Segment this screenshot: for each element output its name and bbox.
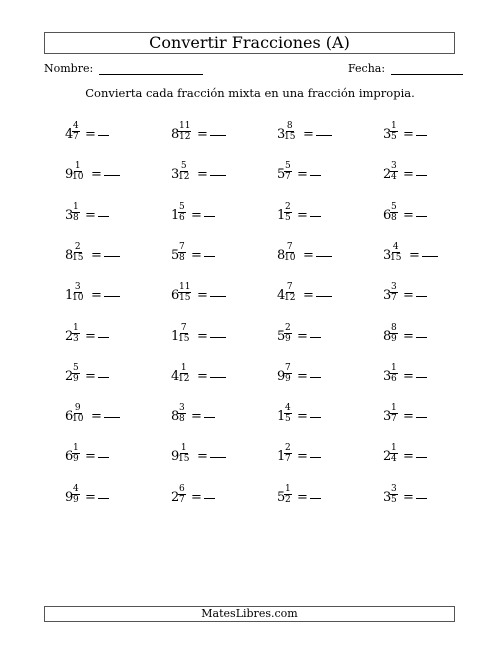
- denominator: 5: [391, 132, 397, 142]
- numerator: 2: [74, 241, 81, 252]
- answer-blank[interactable]: [104, 256, 120, 257]
- denominator: 8: [391, 212, 397, 223]
- answer-blank[interactable]: [210, 175, 226, 176]
- problem-item: [30, 323, 130, 347]
- answer-blank[interactable]: [316, 296, 332, 297]
- numerator: 11: [179, 282, 191, 293]
- fraction: [284, 323, 292, 344]
- fraction: [72, 121, 80, 142]
- fraction: [284, 202, 292, 223]
- whole-number: 2: [65, 328, 74, 344]
- problem-item: [242, 202, 342, 226]
- denominator: 9: [73, 454, 79, 465]
- fraction: [390, 161, 398, 182]
- denominator: 15: [178, 333, 190, 344]
- equals-sign: =: [403, 489, 414, 505]
- footer: MatesLibres.com: [44, 606, 455, 622]
- whole-number: 9: [65, 167, 74, 183]
- equals-sign: =: [197, 449, 208, 465]
- denominator: 15: [284, 132, 296, 142]
- answer-blank[interactable]: [310, 337, 321, 338]
- answer-blank[interactable]: [416, 417, 427, 418]
- numerator: 1: [74, 161, 81, 172]
- equals-sign: =: [85, 207, 96, 223]
- whole-number: 8: [383, 328, 392, 344]
- problem-item: [136, 363, 236, 387]
- numerator: 7: [180, 322, 187, 333]
- equals-sign: =: [403, 207, 414, 223]
- fraction: [178, 484, 186, 505]
- answer-blank[interactable]: [316, 135, 332, 136]
- problem-item: [242, 121, 342, 145]
- denominator: 4: [391, 454, 397, 465]
- equals-sign: =: [409, 247, 420, 263]
- problem-item: [136, 403, 236, 427]
- fraction: [390, 443, 398, 464]
- problem-item: [136, 443, 236, 467]
- numerator: 1: [73, 443, 79, 454]
- equals-sign: =: [303, 247, 314, 263]
- fraction: [390, 242, 401, 263]
- problem-item: [136, 242, 236, 266]
- whole-number: 5: [277, 489, 286, 505]
- answer-blank[interactable]: [98, 135, 109, 136]
- numerator: 3: [391, 483, 397, 494]
- numerator: 8: [286, 121, 293, 131]
- fraction: [284, 242, 295, 263]
- fraction: [390, 202, 398, 223]
- answer-blank[interactable]: [310, 417, 321, 418]
- denominator: 7: [73, 132, 79, 142]
- fraction: [178, 443, 189, 464]
- numerator: 3: [391, 161, 397, 172]
- fraction: [178, 121, 191, 142]
- whole-number: 3: [383, 489, 392, 505]
- denominator: 10: [72, 172, 84, 183]
- whole-number: 2: [171, 489, 180, 505]
- whole-number: 8: [171, 409, 180, 425]
- date-blank-line[interactable]: [391, 63, 463, 75]
- equals-sign: =: [197, 167, 208, 183]
- numerator: 1: [391, 403, 397, 414]
- problem-item: [348, 443, 448, 467]
- equals-sign: =: [403, 127, 414, 142]
- numerator: 1: [391, 362, 397, 373]
- answer-blank[interactable]: [204, 256, 215, 257]
- denominator: 5: [285, 414, 291, 425]
- answer-blank[interactable]: [204, 498, 215, 499]
- whole-number: 1: [277, 409, 286, 425]
- equals-sign: =: [85, 127, 96, 142]
- equals-sign: =: [91, 409, 102, 425]
- name-label: Nombre:: [44, 62, 94, 75]
- equals-sign: =: [91, 167, 102, 183]
- numerator: 3: [391, 282, 397, 293]
- numerator: 3: [179, 403, 185, 414]
- problem-item: [136, 323, 236, 347]
- whole-number: 6: [383, 207, 392, 223]
- whole-number: 3: [171, 167, 180, 183]
- numerator: 1: [180, 362, 187, 373]
- problem-item: [136, 484, 236, 508]
- fraction: [390, 363, 398, 384]
- answer-blank[interactable]: [210, 457, 226, 458]
- answer-blank[interactable]: [416, 135, 427, 136]
- answer-blank[interactable]: [210, 377, 226, 378]
- whole-number: 2: [65, 368, 74, 384]
- numerator: 7: [286, 241, 293, 252]
- denominator: 7: [285, 454, 291, 465]
- answer-blank[interactable]: [210, 296, 226, 297]
- denominator: 8: [73, 212, 79, 223]
- fraction: [72, 403, 83, 424]
- denominator: 15: [72, 252, 84, 263]
- problem-item: [242, 161, 342, 185]
- answer-blank[interactable]: [310, 457, 321, 458]
- numerator: 4: [285, 403, 291, 414]
- equals-sign: =: [297, 449, 308, 465]
- problem-item: [242, 403, 342, 427]
- denominator: 9: [285, 333, 291, 344]
- problem-item: [30, 282, 130, 306]
- answer-blank[interactable]: [310, 377, 321, 378]
- equals-sign: =: [403, 409, 414, 425]
- denominator: 15: [179, 293, 191, 304]
- problem-item: [30, 443, 130, 467]
- equals-sign: =: [197, 288, 208, 304]
- denominator: 15: [390, 252, 402, 263]
- problem-item: [348, 484, 448, 508]
- whole-number: 6: [65, 449, 74, 465]
- equals-sign: =: [85, 449, 96, 465]
- problem-item: [242, 242, 342, 266]
- numerator: 1: [180, 443, 187, 454]
- whole-number: 6: [65, 409, 74, 425]
- numerator: 5: [179, 201, 185, 212]
- whole-number: 3: [383, 368, 392, 384]
- problem-item: [348, 323, 448, 347]
- numerator: 7: [286, 282, 293, 293]
- equals-sign: =: [297, 409, 308, 425]
- whole-number: 9: [277, 368, 286, 384]
- answer-blank[interactable]: [98, 216, 109, 217]
- fraction: [390, 484, 398, 505]
- answer-blank[interactable]: [98, 498, 109, 499]
- fraction: [72, 443, 80, 464]
- equals-sign: =: [197, 127, 208, 142]
- fraction: [284, 443, 292, 464]
- answer-blank[interactable]: [310, 216, 321, 217]
- problem-item: [242, 484, 342, 508]
- whole-number: 3: [383, 288, 392, 304]
- numerator: 1: [391, 121, 397, 131]
- denominator: 10: [72, 293, 84, 304]
- whole-number: 8: [65, 247, 74, 263]
- answer-blank[interactable]: [416, 296, 427, 297]
- fraction: [178, 242, 186, 263]
- fraction: [178, 282, 191, 303]
- fraction: [390, 403, 398, 424]
- fraction: [72, 242, 83, 263]
- numerator: 4: [73, 483, 79, 494]
- denominator: 3: [73, 333, 79, 344]
- denominator: 2: [285, 494, 291, 505]
- problem-item: [348, 242, 448, 266]
- equals-sign: =: [297, 489, 308, 505]
- equals-sign: =: [197, 328, 208, 344]
- whole-number: 1: [171, 207, 180, 223]
- whole-number: 8: [277, 247, 286, 263]
- whole-number: 4: [65, 127, 74, 142]
- equals-sign: =: [403, 167, 414, 183]
- denominator: 15: [178, 454, 190, 465]
- whole-number: 4: [277, 288, 286, 304]
- problem-item: [136, 161, 236, 185]
- denominator: 8: [179, 252, 185, 263]
- whole-number: 3: [65, 207, 74, 223]
- answer-blank[interactable]: [104, 417, 120, 418]
- answer-blank[interactable]: [98, 377, 109, 378]
- answer-blank[interactable]: [210, 135, 226, 136]
- equals-sign: =: [91, 288, 102, 304]
- problem-item: [136, 121, 236, 145]
- fraction: [72, 161, 83, 182]
- equals-sign: =: [191, 247, 202, 263]
- fraction: [284, 161, 292, 182]
- whole-number: 5: [277, 167, 286, 183]
- equals-sign: =: [191, 489, 202, 505]
- answer-blank[interactable]: [204, 417, 215, 418]
- denominator: 12: [178, 373, 190, 384]
- answer-blank[interactable]: [422, 256, 438, 257]
- fraction: [284, 484, 292, 505]
- numerator: 5: [180, 161, 187, 172]
- numerator: 11: [179, 121, 191, 131]
- denominator: 9: [285, 373, 291, 384]
- denominator: 9: [73, 494, 79, 505]
- denominator: 7: [285, 172, 291, 183]
- numerator: 1: [285, 483, 291, 494]
- fraction: [284, 403, 292, 424]
- problem-item: [30, 403, 130, 427]
- numerator: 2: [285, 201, 291, 212]
- whole-number: 6: [171, 288, 180, 304]
- fraction: [72, 323, 80, 344]
- fraction: [284, 363, 292, 384]
- numerator: 5: [285, 161, 291, 172]
- fraction: [284, 282, 295, 303]
- problem-item: [242, 363, 342, 387]
- answer-blank[interactable]: [416, 457, 427, 458]
- equals-sign: =: [85, 328, 96, 344]
- fraction: [284, 121, 295, 142]
- fraction: [72, 363, 80, 384]
- equals-sign: =: [297, 207, 308, 223]
- problem-item: [348, 282, 448, 306]
- worksheet-title: Convertir Fracciones (A): [44, 32, 455, 54]
- fraction: [178, 363, 189, 384]
- answer-blank[interactable]: [310, 175, 321, 176]
- whole-number: 4: [171, 368, 180, 384]
- numerator: 2: [285, 322, 291, 333]
- numerator: 4: [73, 121, 79, 131]
- denominator: 12: [178, 172, 190, 183]
- whole-number: 1: [277, 207, 286, 223]
- answer-blank[interactable]: [98, 337, 109, 338]
- whole-number: 2: [383, 167, 392, 183]
- equals-sign: =: [403, 449, 414, 465]
- numerator: 1: [73, 322, 79, 333]
- date-label: Fecha:: [348, 62, 386, 75]
- equals-sign: =: [191, 207, 202, 223]
- answer-blank[interactable]: [210, 337, 226, 338]
- equals-sign: =: [191, 409, 202, 425]
- equals-sign: =: [197, 368, 208, 384]
- denominator: 4: [391, 172, 397, 183]
- equals-sign: =: [303, 127, 314, 142]
- denominator: 12: [284, 293, 296, 304]
- fraction: [390, 121, 398, 142]
- numerator: 7: [285, 362, 291, 373]
- problem-item: [348, 403, 448, 427]
- answer-blank[interactable]: [104, 175, 120, 176]
- whole-number: 9: [171, 449, 180, 465]
- whole-number: 9: [65, 489, 74, 505]
- answer-blank[interactable]: [104, 296, 120, 297]
- problem-item: [136, 202, 236, 226]
- fraction: [72, 484, 80, 505]
- whole-number: 8: [171, 127, 180, 142]
- whole-number: 3: [383, 409, 392, 425]
- instructions: Convierta cada fracción mixta en una fracción impropia.: [85, 86, 415, 100]
- denominator: 6: [391, 373, 397, 384]
- problem-item: [348, 121, 448, 145]
- numerator: 5: [73, 362, 79, 373]
- answer-blank[interactable]: [416, 498, 427, 499]
- numerator: 1: [391, 443, 397, 454]
- equals-sign: =: [297, 328, 308, 344]
- problem-item: [30, 121, 130, 145]
- equals-sign: =: [303, 288, 314, 304]
- problem-item: [30, 242, 130, 266]
- answer-blank[interactable]: [316, 256, 332, 257]
- equals-sign: =: [297, 368, 308, 384]
- whole-number: 5: [171, 247, 180, 263]
- equals-sign: =: [403, 288, 414, 304]
- answer-blank[interactable]: [416, 377, 427, 378]
- answer-blank[interactable]: [416, 337, 427, 338]
- fraction: [72, 282, 83, 303]
- answer-blank[interactable]: [416, 216, 427, 217]
- whole-number: 3: [383, 247, 392, 263]
- numerator: 6: [179, 483, 185, 494]
- denominator: 9: [73, 373, 79, 384]
- problem-item: [242, 323, 342, 347]
- problem-item: [30, 202, 130, 226]
- equals-sign: =: [403, 328, 414, 344]
- problem-item: [30, 161, 130, 185]
- equals-sign: =: [403, 368, 414, 384]
- name-blank-line[interactable]: [99, 63, 203, 75]
- whole-number: 5: [277, 328, 286, 344]
- problem-item: [136, 282, 236, 306]
- fraction: [178, 323, 189, 344]
- denominator: 10: [72, 414, 84, 425]
- denominator: 7: [391, 414, 397, 425]
- problem-item: [242, 443, 342, 467]
- denominator: 12: [179, 132, 191, 142]
- denominator: 9: [391, 333, 397, 344]
- numerator: 1: [73, 201, 79, 212]
- fraction: [390, 323, 398, 344]
- whole-number: 3: [383, 127, 392, 142]
- date-field: [348, 62, 463, 75]
- denominator: 8: [179, 414, 185, 425]
- denominator: 5: [285, 212, 291, 223]
- problem-item: [30, 484, 130, 508]
- denominator: 10: [284, 252, 296, 263]
- name-field: [44, 62, 203, 75]
- equals-sign: =: [85, 489, 96, 505]
- equals-sign: =: [85, 368, 96, 384]
- denominator: 6: [179, 212, 185, 223]
- denominator: 7: [179, 494, 185, 505]
- fraction: [178, 403, 186, 424]
- problem-item: [30, 363, 130, 387]
- problem-item: [242, 282, 342, 306]
- answer-blank[interactable]: [416, 175, 427, 176]
- whole-number: 1: [277, 449, 286, 465]
- answer-blank[interactable]: [98, 457, 109, 458]
- denominator: 5: [391, 494, 397, 505]
- fraction: [178, 161, 189, 182]
- numerator: 5: [391, 201, 397, 212]
- problem-item: [348, 202, 448, 226]
- numerator: 8: [391, 322, 397, 333]
- fraction: [72, 202, 80, 223]
- answer-blank[interactable]: [204, 216, 215, 217]
- equals-sign: =: [91, 247, 102, 263]
- numerator: 9: [74, 403, 81, 414]
- denominator: 7: [391, 293, 397, 304]
- numerator: 3: [74, 282, 81, 293]
- numerator: 2: [285, 443, 291, 454]
- fraction: [390, 282, 398, 303]
- answer-blank[interactable]: [310, 498, 321, 499]
- whole-number: 3: [277, 127, 286, 142]
- fraction: [178, 202, 186, 223]
- numerator: 4: [392, 241, 399, 252]
- whole-number: 2: [383, 449, 392, 465]
- whole-number: 1: [65, 288, 74, 304]
- problem-item: [348, 161, 448, 185]
- numerator: 7: [179, 241, 185, 252]
- whole-number: 1: [171, 328, 180, 344]
- problem-item: [348, 363, 448, 387]
- equals-sign: =: [297, 167, 308, 183]
